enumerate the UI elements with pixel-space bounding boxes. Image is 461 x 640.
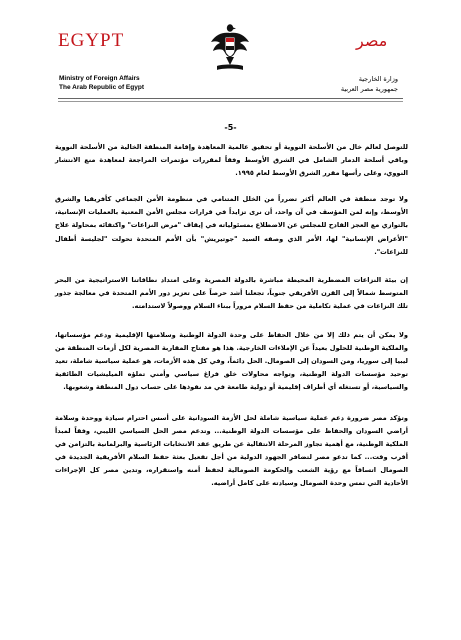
letterhead-arabic-title: مصر — [356, 31, 388, 50]
body-paragraph: إن بيئة النزاعات المضطربة المحيطة مباشرة بالدولة المصرية وعلى امتداد نطاقاتنا الاستراتيجية من البحر المتوسط شمالاً إلى القرن الأفريقي جنوباً، تجعلنا أشد حرصاً على تعزيز دور الأمم المتحدة في معالجة جذور تلك النزاعات في عملية تكاملية من حفظ السلام مروراً ببناء السلام ووصولاً لاستدامته. — [55, 275, 408, 310]
body-paragraph: للتوصل لعالم خال من الأسلحة النووية أو تحقيق عالمية المعاهدة وإقامة المنطقة الخالية من الأسلحة النووية وباقي أسلحة الدمار الشامل في الشرق الأوسط وفقاً لمقررات مؤتمرات المراجعة لمعاهدة منع الانتشار النووي، وعلى رأسها مقرر الشرق الأوسط لعام ١٩٩٥. — [55, 143, 408, 178]
body-paragraph: ولا توجد منطقة في العالم أكثر تضرراً من الخلل المتنامي في منظومة الأمن الجماعي كأفريقيا والشرق الأوسط، وإنه لمن المؤسف في آن واحد، أن نرى تزايداً في قرارات مجلس الأمن المعنية بالعمليات الإنسانية، بالتوازي مع العجز الفادح للمجلس عن الاضطلاع بمسئولياته في إيقاف "مرض النزاعات" واكتفائه بمحاولة علاج "الأعراض الإنسانية" لها، الأمر الذي وصفه السيد "جوتيريش" بأن الأمم المتحدة تحولت "لجليسة أطفال للنزاعات". — [55, 195, 408, 256]
letterhead-divider — [58, 98, 403, 99]
republic-name-english: The Arab Republic of Egypt — [59, 84, 144, 91]
letterhead-divider-secondary — [58, 101, 403, 102]
ministry-name-english: Ministry of Foreign Affairs — [59, 75, 140, 82]
ministry-name-arabic: وزارة الخارجية — [358, 75, 398, 83]
body-paragraph: ولا يمكن أن يتم ذلك إلا من خلال الحفاظ على وحدة الدولة الوطنية وسلامتها الإقليمية ودعم مؤسساتها، والملكية الوطنية للحلول بعيداً عن الإملاءات الخارجية. هذا هو مفتاح المقاربة المصرية لكل أزمات المنطقة من ليبيا إلى سوريا، ومن السودان إلى الصومال. الحل دائماً، وفي كل هذه الأزمات، هو عملية سياسية شاملة، تعيد توحيد مؤسسات الدولة الوطنية، وتواجه محاولات خلق فراغ سياسي وأمني تملؤه الميليشيات الطائفية والسياسية، أو تستغله أي أطراف إقليمية أو دولية طامعة في مد نفوذها على حساب دول المنطقة وشعوبها. — [55, 331, 408, 392]
body-paragraph: وتؤكد مصر ضرورة دعم عملية سياسية شاملة لحل الأزمة السودانية على أسس احترام سيادة ووحدة وسلامة أراضي السودان والحفاظ على مؤسسات الدولة الوطنية... وتدعم مصر الحل السياسي الليبي، وفقاً لمبدأ الملكية الوطنية، مع أهمية تجاوز المرحلة الانتقالية عن طريق عقد الانتخابات الرئاسية والبرلمانية بالتزامن في أقرب وقت... كما تدعو مصر لتضافر الجهود الدولية من أجل تفعيل بعثة حفظ السلام الأفريقية الجديدة في الصومال اتساقاً مع رؤية الشعب والحكومة الصومالية لحفظ أمنه واستقراره، وتدين مصر كل الإجراءات الأحادية التي تمس وحدة الصومال وسيادته على كامل أراضيه. — [55, 413, 408, 487]
republic-name-arabic: جمهورية مصر العربية — [340, 85, 398, 93]
page-number: -5- — [224, 123, 237, 132]
document-body — [55, 141, 408, 490]
letterhead-english-title: EGYPT — [58, 30, 125, 51]
eagle-emblem-icon — [209, 22, 251, 74]
letterhead-arabic-subtitle — [341, 74, 398, 94]
letterhead-english-subtitle — [59, 74, 144, 92]
